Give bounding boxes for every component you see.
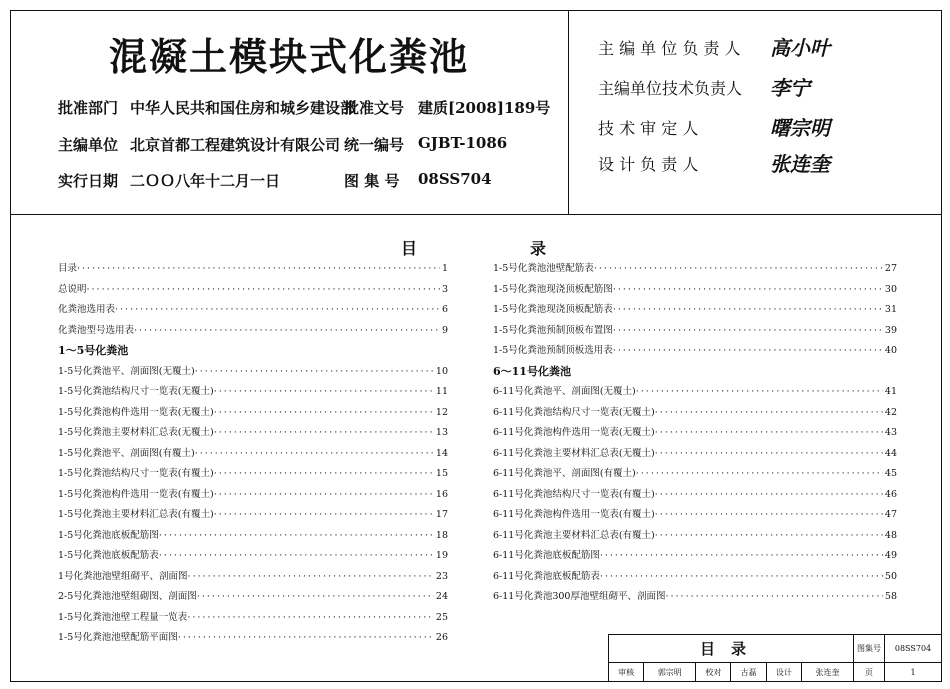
toc-entry[interactable] [58, 362, 448, 383]
resp-label-tech: 主编单位技术负责人 [598, 79, 743, 98]
toc-entry-page: 48 [884, 529, 897, 541]
toc-leader-dots [77, 259, 440, 280]
toc-entry-page: 26 [435, 632, 448, 643]
toc-entry[interactable] [58, 259, 448, 280]
value-effective-date: 二ＯＯ八年十二月一日 [130, 172, 281, 190]
toc-entry-page: 40 [884, 345, 897, 356]
toc-entry-page: 23 [435, 570, 448, 582]
toc-entry[interactable] [493, 546, 897, 567]
toc-entry-title: 1-5号化粪池底板配筋表 [58, 550, 159, 561]
toc-leader-dots [159, 546, 434, 567]
toc-entry-title: 1-5号化粪池预制顶板选用表 [493, 345, 613, 356]
toc-entry-page: 44 [884, 447, 897, 459]
toc-entry-title: 1号化粪池池壁组砌平、剖面图 [58, 570, 188, 582]
label-unified-no: 统一编号 [344, 136, 405, 154]
toc-section-heading: 6～11号化粪池 [493, 364, 571, 378]
toc-entry-title: 6-11号化粪池主要材料汇总表(无覆土) [493, 447, 655, 459]
toc-entry[interactable] [493, 505, 897, 526]
toc-entry-page: 39 [884, 324, 897, 336]
toc-leader-dots [214, 403, 434, 424]
toc-entry-title: 总说明 [58, 283, 87, 295]
toc-leader-dots [195, 444, 434, 465]
toc-leader-dots [115, 300, 440, 321]
toc-entry-page: 17 [435, 509, 448, 520]
toc-entry-page: 45 [884, 468, 897, 479]
toc-entry-page: 46 [884, 488, 897, 500]
title-block-design-name: 张连奎 [802, 663, 854, 682]
resp-label-review: 技 术 审 定 人 [598, 119, 699, 138]
toc-entry-title: 1-5号化粪池池壁工程量一览表 [58, 611, 188, 623]
toc-entry[interactable] [58, 567, 448, 588]
toc-entry-page: 43 [884, 427, 897, 438]
toc-entry-title: 1-5号化粪池平、剖面图(无覆土) [58, 365, 195, 377]
toc-entry[interactable] [58, 628, 448, 649]
toc-entry-page: 41 [884, 386, 897, 397]
toc-entry-title: 1-5号化粪池主要材料汇总表(有覆土) [58, 509, 214, 520]
toc-entry-page: 1 [441, 263, 448, 274]
toc-entry[interactable] [58, 587, 448, 608]
toc-title-left: 目 [401, 239, 418, 258]
toc-entry[interactable] [493, 567, 897, 588]
toc-leader-dots [187, 608, 434, 629]
toc-entry-title: 6-11号化粪池结构尺寸一览表(有覆土) [493, 488, 655, 500]
toc-entry[interactable] [493, 259, 897, 280]
toc-leader-dots [214, 423, 434, 444]
toc-entry-page: 3 [441, 283, 448, 295]
toc-leader-dots [214, 485, 434, 506]
toc-entry-page: 15 [435, 468, 448, 479]
toc-leader-dots [214, 464, 434, 485]
page-title: 混凝土模块式化粪池 [108, 34, 469, 79]
toc-leader-dots [159, 526, 434, 547]
title-block-review-label: 审核 [609, 663, 644, 682]
toc-entry[interactable] [58, 403, 448, 424]
toc-entry[interactable] [58, 526, 448, 547]
toc-section-heading: 1～5号化粪池 [58, 344, 129, 357]
label-effective-date: 实行日期 [58, 172, 119, 190]
toc-entry-title: 1-5号化粪池主要材料汇总表(无覆土) [58, 427, 214, 438]
toc-leader-dots [665, 587, 882, 608]
toc-entry-title: 6-11号化粪池平、剖面图(无覆土) [493, 386, 636, 397]
title-block-title: 目录 [609, 635, 854, 663]
toc-entry[interactable] [58, 321, 448, 342]
toc-entry-title: 1-5号化粪池现浇顶板配筋图 [493, 283, 613, 295]
value-approval-dept: 中华人民共和国住房和城乡建设部 [130, 99, 356, 117]
toc-entry-page: 10 [435, 365, 448, 377]
toc-entry-page: 58 [884, 591, 897, 602]
toc-entry[interactable] [493, 587, 897, 608]
toc-leader-dots [613, 300, 883, 321]
toc-entry-page: 30 [884, 283, 897, 295]
toc-leader-dots [188, 567, 434, 588]
toc-entry-page: 12 [435, 406, 448, 418]
toc-entry-page: 9 [441, 324, 448, 336]
toc-entry[interactable] [58, 280, 448, 301]
title-block-design-label: 设计 [766, 663, 801, 682]
toc-title-right: 录 [530, 239, 547, 258]
toc-entry-page: 13 [435, 427, 448, 438]
toc-entry[interactable] [493, 464, 897, 485]
toc-entry-title: 6-11号化粪池平、剖面图(有覆土) [493, 468, 636, 479]
toc-entry-title: 6-11号化粪池主要材料汇总表(有覆土) [493, 529, 655, 541]
title-block-atlas-no: 08SS704 [885, 635, 942, 663]
toc-leader-dots [655, 444, 883, 465]
toc-leader-dots [655, 526, 883, 547]
toc-leader-dots [214, 505, 434, 526]
toc-entry-title: 化粪池选用表 [58, 304, 116, 315]
toc-leader-dots [195, 362, 434, 383]
signature-tech: 李宁 [770, 76, 810, 100]
toc-entry[interactable] [58, 300, 448, 321]
toc-leader-dots [655, 403, 883, 424]
toc-entry-page: 14 [435, 447, 448, 459]
toc-entry-title: 1-5号化粪池结构尺寸一览表(有覆土) [58, 468, 214, 479]
toc-leader-dots [613, 280, 883, 301]
toc-entry-page: 50 [884, 570, 897, 582]
toc-entry[interactable] [493, 280, 897, 301]
toc-leader-dots [655, 423, 883, 444]
toc-entry-page: 11 [435, 386, 448, 397]
toc-leader-dots [178, 628, 434, 649]
toc-entry[interactable] [493, 485, 897, 506]
title-block-check-name: 古磊 [731, 663, 766, 682]
toc-right-column [493, 259, 897, 608]
value-atlas-no: 08SS704 [418, 170, 492, 188]
toc-entry[interactable] [58, 546, 448, 567]
toc-entry-title: 目录 [58, 263, 78, 274]
toc-leader-dots [655, 505, 883, 526]
toc-entry-title: 1-5号化粪池平、剖面图(有覆土) [58, 447, 195, 459]
toc-entry[interactable] [493, 423, 897, 444]
toc-leader-dots [636, 382, 883, 403]
toc-entry-page: 18 [435, 529, 448, 541]
toc-leader-dots [197, 587, 434, 608]
toc-leader-dots [613, 321, 883, 342]
toc-entry-title: 6-11号化粪池底板配筋表 [493, 570, 600, 582]
toc-left-column [58, 259, 448, 649]
toc-leader-dots [655, 485, 883, 506]
toc-entry-page: 27 [884, 263, 897, 274]
toc-leader-dots [613, 341, 883, 362]
toc-leader-dots [87, 280, 440, 301]
toc-entry-title: 1-5号化粪池构件选用一览表(有覆土) [58, 488, 214, 500]
toc-entry-page: 19 [435, 550, 448, 561]
resp-label-design: 设 计 负 责 人 [598, 155, 699, 174]
toc-entry-title: 1-5号化粪池结构尺寸一览表(无覆土) [58, 386, 214, 397]
toc-entry-title: 2-5号化粪池池壁组砌图、剖面图 [58, 591, 197, 602]
signature-design: 张连奎 [770, 152, 830, 176]
toc-entry[interactable] [493, 341, 897, 362]
toc-entry-title: 1-5号化粪池现浇顶板配筋表 [493, 304, 613, 315]
toc-leader-dots [134, 321, 440, 342]
toc-entry[interactable] [493, 321, 897, 342]
toc-entry[interactable] [493, 382, 897, 403]
toc-entry[interactable] [58, 464, 448, 485]
toc-entry-title: 1-5号化粪池构件选用一览表(无覆土) [58, 406, 214, 418]
header-vertical-divider [568, 10, 569, 214]
label-approval-dept: 批准部门 [58, 99, 119, 117]
toc-entry-title: 6-11号化粪池结构尺寸一览表(无覆土) [493, 406, 655, 418]
title-block-page-label: 页 [854, 663, 885, 682]
toc-entry-title: 6-11号化粪池底板配筋图 [493, 550, 600, 561]
toc-entry-title: 6-11号化粪池构件选用一览表(有覆土) [493, 509, 655, 520]
label-atlas-no: 图 集 号 [344, 172, 400, 190]
toc-entry-page: 31 [884, 304, 897, 315]
title-block [608, 634, 942, 682]
toc-entry-page: 47 [884, 509, 897, 520]
toc-entry-page: 16 [435, 488, 448, 500]
toc-entry[interactable] [493, 526, 897, 547]
resp-label-chief: 主 编 单 位 负 责 人 [598, 39, 741, 58]
label-approval-doc: 批准文号 [344, 99, 405, 117]
toc-entry[interactable] [58, 485, 448, 506]
toc-entry-page: 42 [884, 406, 897, 418]
value-unified-no: GJBT-1086 [418, 134, 508, 152]
signature-chief: 高小叶 [770, 36, 830, 60]
label-editor-unit: 主编单位 [58, 136, 119, 154]
toc-leader-dots [214, 382, 434, 403]
toc-entry-page: 25 [435, 611, 448, 623]
toc-entry-page: 49 [884, 550, 897, 561]
toc-entry-title: 1-5号化粪池预制顶板布置图 [493, 324, 613, 336]
title-block-page-no: 1 [885, 663, 942, 682]
toc-leader-dots [594, 259, 883, 280]
toc-entry[interactable] [493, 403, 897, 424]
signature-review: 曙宗明 [770, 116, 830, 140]
toc-entry[interactable] [58, 505, 448, 526]
toc-entry-title: 1-5号化粪池池壁配筋表 [493, 263, 594, 274]
toc-entry-title: 6-11号化粪池300厚池壁组砌平、剖面图 [493, 591, 666, 602]
value-editor-unit: 北京首都工程建筑设计有限公司 [130, 136, 341, 154]
title-block-review-name: 郭宗明 [644, 663, 696, 682]
toc-leader-dots [600, 567, 883, 588]
toc-entry[interactable] [58, 382, 448, 403]
toc-leader-dots [636, 464, 883, 485]
toc-entry-page: 6 [441, 304, 448, 315]
title-block-atlas-label: 图集号 [854, 635, 885, 663]
title-block-check-label: 校对 [696, 663, 731, 682]
toc-entry-title: 1-5号化粪池池壁配筋平面图 [58, 632, 178, 643]
toc-leader-dots [600, 546, 883, 567]
toc-entry-title: 6-11号化粪池构件选用一览表(无覆土) [493, 427, 655, 438]
header-divider [10, 214, 942, 215]
toc-entry[interactable] [493, 300, 897, 321]
toc-entry-title: 化粪池型号选用表 [58, 324, 135, 336]
value-approval-doc: 建质[2008]189号 [418, 99, 551, 117]
toc-entry-title: 1-5号化粪池底板配筋图 [58, 529, 159, 541]
toc-entry[interactable] [58, 444, 448, 465]
toc-entry-page: 24 [435, 591, 448, 602]
toc-entry[interactable] [493, 444, 897, 465]
toc-entry[interactable] [58, 608, 448, 629]
toc-entry[interactable] [58, 423, 448, 444]
